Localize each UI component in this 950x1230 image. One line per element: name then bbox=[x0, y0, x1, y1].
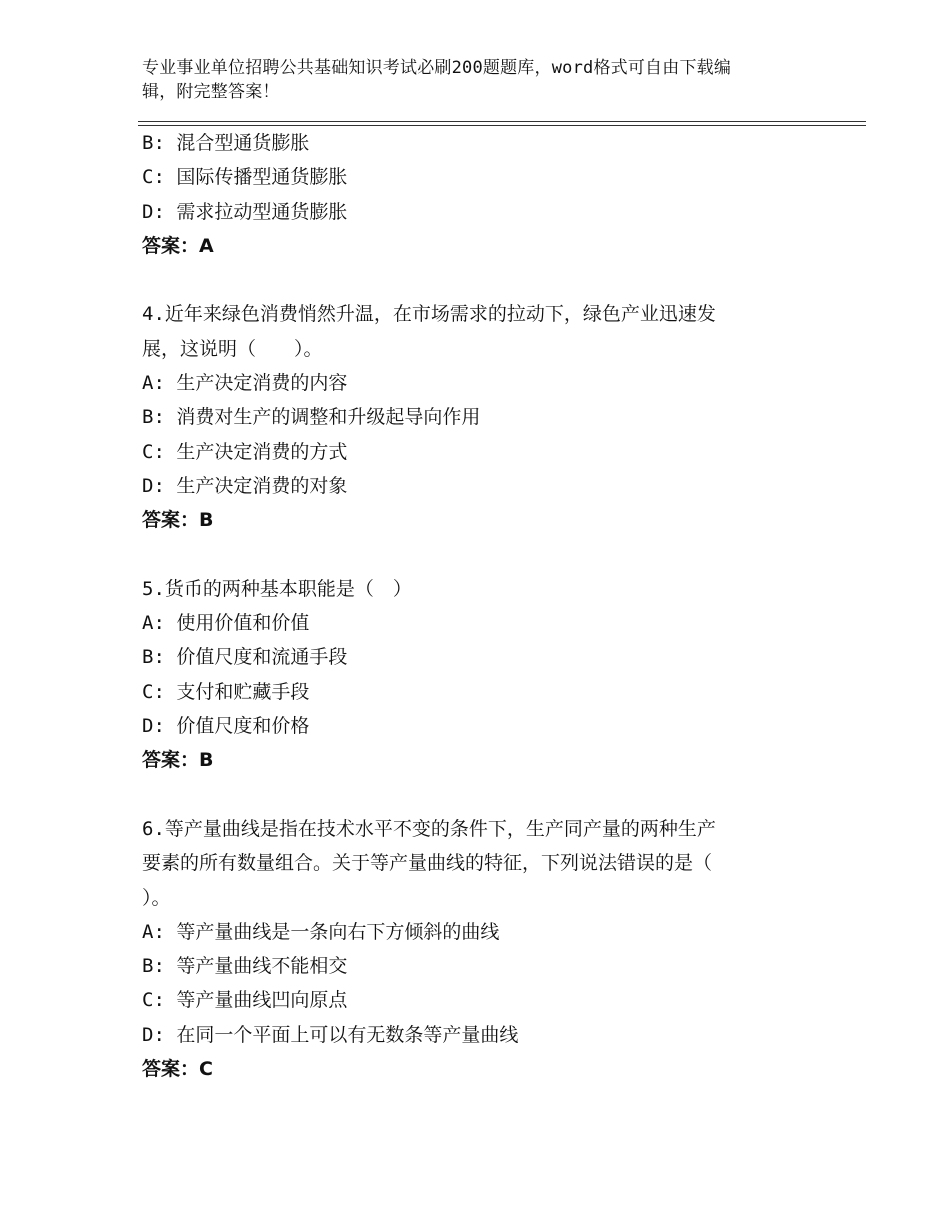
page-header bbox=[142, 56, 792, 104]
spacer bbox=[142, 538, 822, 572]
option-b: B: 混合型通货膨胀 bbox=[142, 132, 310, 154]
question-content bbox=[142, 126, 822, 1086]
question-stem: ）。 bbox=[142, 886, 171, 909]
question-stem: 6.等产量曲线是指在技术水平不变的条件下，生产同产量的两种生产 bbox=[142, 817, 716, 840]
question-6 bbox=[142, 812, 822, 1086]
header-line-2: 辑，附完整答案！ bbox=[142, 82, 280, 102]
question-5 bbox=[142, 572, 822, 778]
option-a: A: 使用价值和价值 bbox=[142, 612, 310, 635]
option-d: D: 需求拉动型通货膨胀 bbox=[142, 200, 348, 223]
header-line-1: 专业事业单位招聘公共基础知识考试必刷200题题库，word格式可自由下载编 bbox=[142, 58, 732, 78]
spacer bbox=[142, 263, 822, 297]
question-stem: 5.货币的两种基本职能是（ ） bbox=[142, 577, 412, 600]
answer-label: 答案：A bbox=[142, 234, 214, 257]
previous-question bbox=[142, 126, 822, 263]
question-4 bbox=[142, 297, 822, 537]
option-b: B: 等产量曲线不能相交 bbox=[142, 955, 348, 978]
option-d: D: 在同一个平面上可以有无数条等产量曲线 bbox=[142, 1023, 519, 1046]
option-c: C: 支付和贮藏手段 bbox=[142, 680, 310, 703]
question-stem: 4.近年来绿色消费悄然升温，在市场需求的拉动下，绿色产业迅速发 bbox=[142, 303, 716, 326]
option-d: D: 生产决定消费的对象 bbox=[142, 474, 348, 497]
option-d: D: 价值尺度和价格 bbox=[142, 715, 310, 738]
option-b: B: 消费对生产的调整和升级起导向作用 bbox=[142, 406, 481, 429]
option-c: C: 等产量曲线凹向原点 bbox=[142, 989, 348, 1012]
answer-label: 答案：C bbox=[142, 1058, 213, 1081]
question-stem: 要素的所有数量组合。关于等产量曲线的特征，下列说法错误的是（ bbox=[142, 852, 713, 875]
question-stem: 展，这说明（ ）。 bbox=[142, 337, 323, 360]
option-c: C: 生产决定消费的方式 bbox=[142, 440, 348, 463]
option-a: A: 生产决定消费的内容 bbox=[142, 372, 348, 395]
spacer bbox=[142, 778, 822, 812]
answer-label: 答案：B bbox=[142, 749, 214, 772]
option-c: C: 国际传播型通货膨胀 bbox=[142, 166, 348, 189]
answer-label: 答案：B bbox=[142, 509, 214, 532]
option-a: A: 等产量曲线是一条向右下方倾斜的曲线 bbox=[142, 920, 500, 943]
option-b: B: 价值尺度和流通手段 bbox=[142, 646, 348, 669]
